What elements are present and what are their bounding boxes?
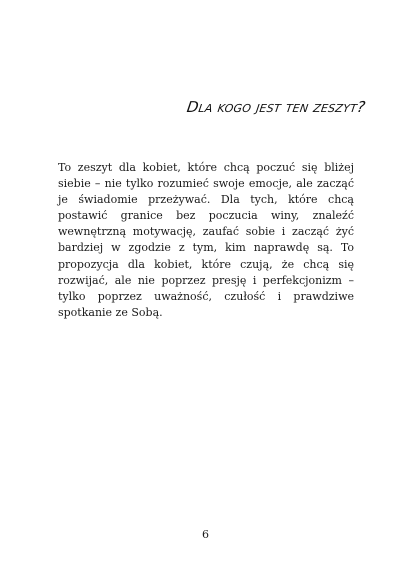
page-number: 6: [202, 528, 209, 541]
body-paragraph: To zeszyt dla kobiet, które chcą poczuć się bliżej siebie – nie tylko rozumieć swoje emocje, ale zacząć je świadomie przeżywać. Dla tych, które chcą postawić granice bez poczucia winy, znaleźć wewnętrzną motywację, zaufać sobie i zacząć żyć bardziej w zgodzie z tym, kim naprawdę są. To propozycja dla kobiet, które czują, że chcą się rozwijać, ale nie poprzez presję i perfekcjonizm – tylko poprzez uważność, czułość i prawdziwe spotkanie ze Sobą.: [58, 161, 354, 319]
section-heading: Dla kogo jest ten zeszyt?: [185, 98, 367, 116]
